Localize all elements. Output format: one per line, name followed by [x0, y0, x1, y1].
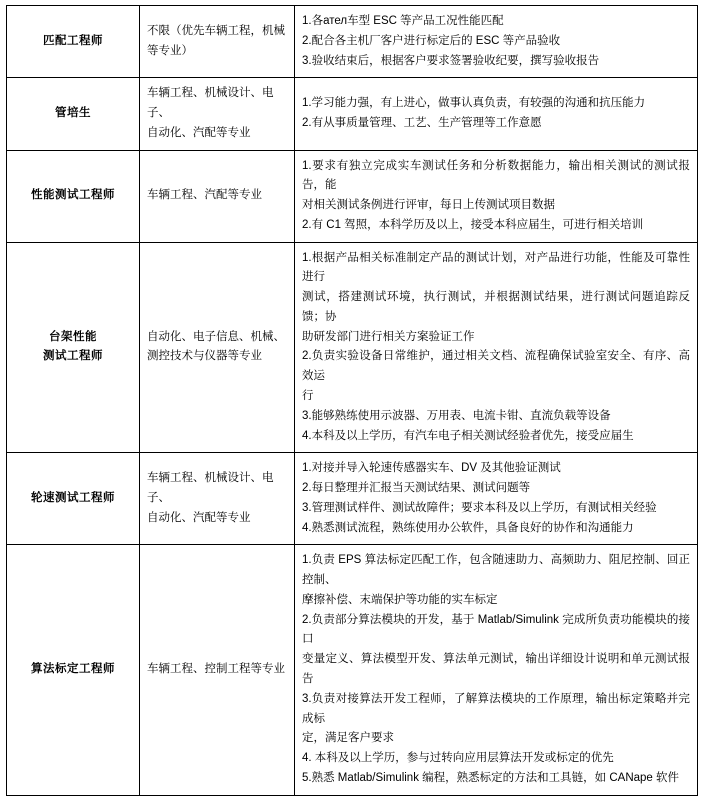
job-title-cell — [7, 242, 140, 453]
job-title-line: 测试工程师 — [43, 350, 103, 363]
job-title-cell — [7, 545, 140, 795]
job-duty-cell — [295, 78, 698, 150]
job-duty-line: 助研发部门进行相关方案验证工作 — [302, 330, 475, 343]
job-duty-line: 变量定义、算法模型开发、算法单元测试，输出详细设计说明和单元测试报告 — [302, 653, 690, 685]
job-major-cell — [140, 453, 295, 545]
document-page — [0, 5, 705, 784]
job-duty-line: 2.有从事质量管理、工艺、生产管理等工作意愿 — [302, 116, 542, 129]
job-duty-line: 3.管理测试样件、测试故障件；要求本科及以上学历，有测试相关经验 — [302, 501, 657, 514]
job-title-cell — [7, 6, 140, 78]
job-title-line: 算法标定工程师 — [31, 663, 115, 676]
job-major-line: 车辆工程、机械设计、电子、 — [147, 472, 274, 504]
job-duty-line: 1.负责 EPS 算法标定匹配工作，包含随速助力、高频助力、阻尼控制、回正控制、 — [302, 554, 690, 587]
job-major-cell — [140, 78, 295, 150]
table-row — [7, 545, 698, 795]
job-duty-cell — [295, 150, 698, 242]
job-major-line: 车辆工程、机械设计、电子、 — [147, 87, 274, 120]
job-major-line: 等专业） — [147, 44, 193, 57]
job-title-cell — [7, 453, 140, 545]
job-duty-line: 2.负责实验设备日常维护，通过相关文档、流程确保试验室安全、有序、高效运 — [302, 350, 690, 383]
job-duty-line: 5.熟悉 Matlab/Simulink 编程，熟悉标定的方法和工具链，如 CANape 软件 — [302, 771, 680, 784]
job-major-cell — [140, 242, 295, 453]
job-duty-line: 定，满足客户要求 — [302, 732, 394, 745]
job-duty-cell — [295, 545, 698, 795]
job-duty-line: 3.验收结束后，根据客户要求签署验收纪要，撰写验收报告 — [302, 54, 600, 67]
job-duty-line: 2.每日整理并汇报当天测试结果、测试问题等 — [302, 482, 531, 495]
job-major-line: 车辆工程、控制工程等专业 — [147, 663, 285, 676]
job-requirements-table — [6, 5, 698, 796]
job-duty-cell — [295, 242, 698, 453]
job-major-line: 不限（优先车辆工程，机械 — [147, 24, 285, 37]
job-duty-line: 测试，搭建测试环境，执行测试，并根据测试结果，进行测试问题追踪反馈；协 — [302, 291, 690, 323]
job-title-line: 管培生 — [55, 107, 91, 120]
table-row — [7, 150, 698, 242]
job-duty-line: 4. 本科及以上学历，参与过转向应用层算法开发或标定的优先 — [302, 752, 614, 765]
job-major-line: 自动化、汽配等专业 — [147, 511, 251, 524]
job-duty-line: 4.熟悉测试流程，熟练使用办公软件，具备良好的协作和沟通能力 — [302, 521, 634, 534]
job-duty-line: 2.有 C1 驾照，本科学历及以上，接受本科应届生，可进行相关培训 — [302, 218, 644, 231]
table-body — [7, 6, 698, 796]
job-duty-line: 4.本科及以上学历，有汽车电子相关测试经验者优先，接受应届生 — [302, 429, 634, 442]
job-title-line: 轮速测试工程师 — [31, 491, 115, 504]
job-major-line: 车辆工程、汽配等专业 — [147, 189, 262, 202]
job-duty-line: 3.负责对接算法开发工程师，了解算法模块的工作原理，输出标定策略并完成标 — [302, 692, 690, 725]
job-duty-line: 行 — [302, 390, 314, 403]
job-major-line: 自动化、汽配等专业 — [147, 126, 251, 139]
job-title-line: 性能测试工程师 — [31, 189, 115, 202]
job-duty-line: 1.各ател车型 ESC 等产品工况性能匹配 — [302, 15, 504, 27]
table-row — [7, 453, 698, 545]
job-duty-line: 2.负责部分算法模块的开发，基于 Matlab/Simulink 完成所负责功能模块的接口 — [302, 613, 690, 646]
job-title-line: 匹配工程师 — [43, 34, 103, 47]
job-duty-line: 1.根据产品相关标准制定产品的测试计划，对产品进行功能，性能及可靠性进行 — [302, 251, 690, 284]
job-duty-line: 2.配合各主机厂客户进行标定后的 ESC 等产品验收 — [302, 34, 561, 47]
job-major-line: 自动化、电子信息、机械、 — [147, 330, 285, 343]
table-row — [7, 242, 698, 453]
job-duty-line: 1.学习能力强，有上进心，做事认真负责，有较强的沟通和抗压能力 — [302, 97, 646, 110]
job-major-line: 测控技术与仪器等专业 — [147, 350, 262, 363]
job-major-cell — [140, 150, 295, 242]
table-row — [7, 6, 698, 78]
job-duty-line: 1.对接并导入轮速传感器实车、DV 及其他验证测试 — [302, 462, 561, 475]
job-major-cell — [140, 545, 295, 795]
job-title-cell — [7, 150, 140, 242]
job-duty-line: 3.能够熟练使用示波器、万用表、电流卡钳、直流负载等设备 — [302, 409, 611, 422]
job-duty-cell — [295, 6, 698, 78]
job-major-cell — [140, 6, 295, 78]
job-duty-line: 1.要求有独立完成实车测试任务和分析数据能力，输出相关测试的测试报告，能 — [302, 159, 690, 192]
job-title-cell — [7, 78, 140, 150]
job-duty-cell — [295, 453, 698, 545]
table-row — [7, 78, 698, 150]
job-title-line: 台架性能 — [49, 330, 97, 343]
job-duty-line: 对相关测试条例进行评审，每日上传测试项目数据 — [302, 199, 555, 212]
job-duty-line: 摩擦补偿、末端保护等功能的实车标定 — [302, 593, 498, 606]
